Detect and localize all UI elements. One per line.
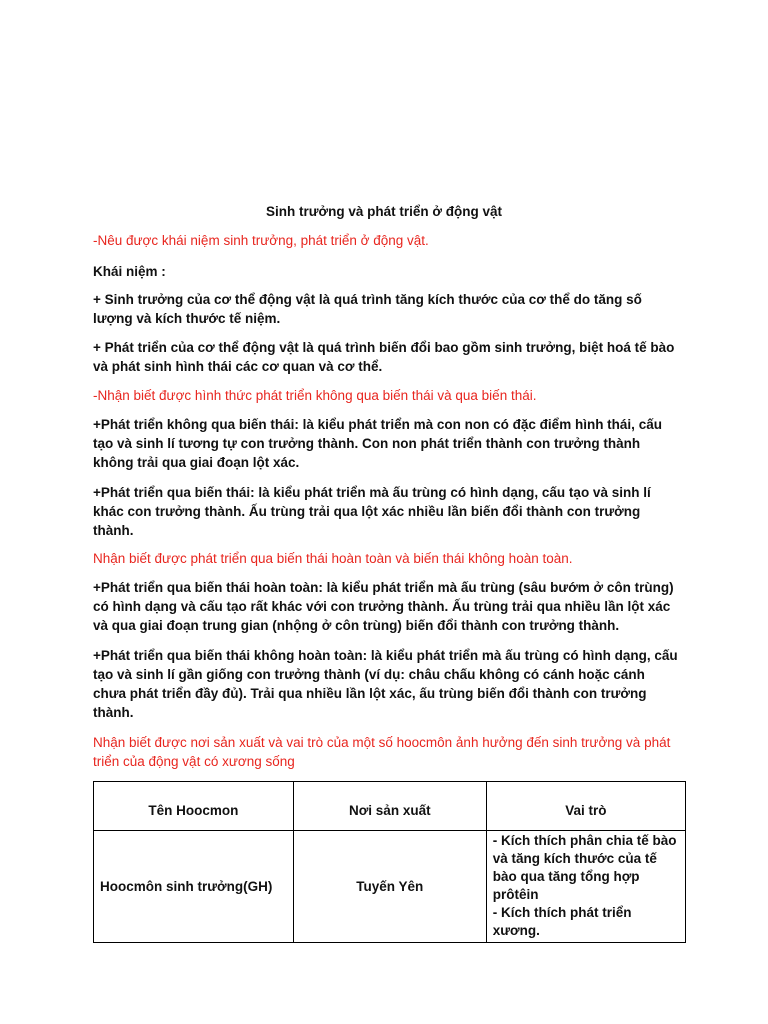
development-definition: + Phát triển của cơ thể động vật là quá trình biến đổi bao gồm sinh trưởng, biệt hoá tế bào và phát sinh hình thái các cơ quan và cơ thể. [93,340,675,374]
hormone-role-item: - Kích thích phát triển xương. [492,905,632,938]
table-header-source: Nơi sản xuất [293,782,486,831]
hormone-role-cell [486,831,685,943]
hormone-name-cell: Hoocmôn sinh trưởng(GH) [94,831,294,943]
table-header-role: Vai trò [486,782,685,831]
concept-label: Khái niệm : [93,264,166,279]
hormone-source-cell: Tuyến Yên [293,831,486,943]
table-header-row [94,782,686,831]
incomplete-metamorphosis-definition: +Phát triển qua biến thái không hoàn toàn: là kiểu phát triển mà ấu trùng có hình dạng, cấu tạo và sinh lí gần giống con trưởng thành (ví dụ: châu chấu không có cánh hoặc cánh chưa phát triển đầy đủ). Trải qua nhiều lần lột xác, ấu trùng biến đổi thành con trưởng thành. [93,648,678,720]
section-heading-hormones: Nhận biết được nơi sản xuất và vai trò của một số hoocmôn ảnh hưởng đến sinh trưởng và phát triển của động vật có xương sống [93,735,671,769]
hormone-table [93,781,686,943]
table-header-name: Tên Hoocmon [94,782,294,831]
growth-definition: + Sinh trưởng của cơ thể động vật là quá trình tăng kích thước của cơ thể do tăng số lượng và kích thước tế niệm. [93,292,642,326]
hormone-role-item: - Kích thích phân chia tế bào và tăng kích thước của tế bào qua tăng tổng hợp prôtêin [492,833,677,902]
section-heading-concept: -Nêu được khái niệm sinh trưởng, phát triển ở động vật. [93,233,429,248]
page-title: Sinh trưởng và phát triển ở động vật [266,204,502,219]
metamorphosis-definition: +Phát triển qua biến thái: là kiểu phát triển mà ấu trùng có hình dạng, cấu tạo và sinh lí khác con trưởng thành. Ấu trùng trải qua lột xác nhiều lần biến đổi thành con trưởng thành. [93,485,651,538]
section-heading-metamorphosis-types: -Nhận biết được hình thức phát triển không qua biến thái và qua biến thái. [93,388,537,403]
no-metamorphosis-definition: +Phát triển không qua biến thái: là kiểu phát triển mà con non có đặc điểm hình thái, cấu tạo và sinh lí tương tự con trưởng thành. Con non phát triển thành con trưởng thành không trải qua giai đoạn lột xác. [93,417,662,470]
complete-metamorphosis-definition: +Phát triển qua biến thái hoàn toàn: là kiểu phát triển mà ấu trùng (sâu bướm ở côn trùng) có hình dạng và cấu tạo rất khác với con trưởng thành. Ấu trùng trải qua nhiều lần lột xác và qua giai đoạn trung gian (nhộng ở côn trùng) biến đổi thành con trưởng thành. [93,580,674,633]
table-row [94,831,686,943]
section-heading-complete-incomplete: Nhận biết được phát triển qua biến thái hoàn toàn và biến thái không hoàn toàn. [93,551,573,566]
